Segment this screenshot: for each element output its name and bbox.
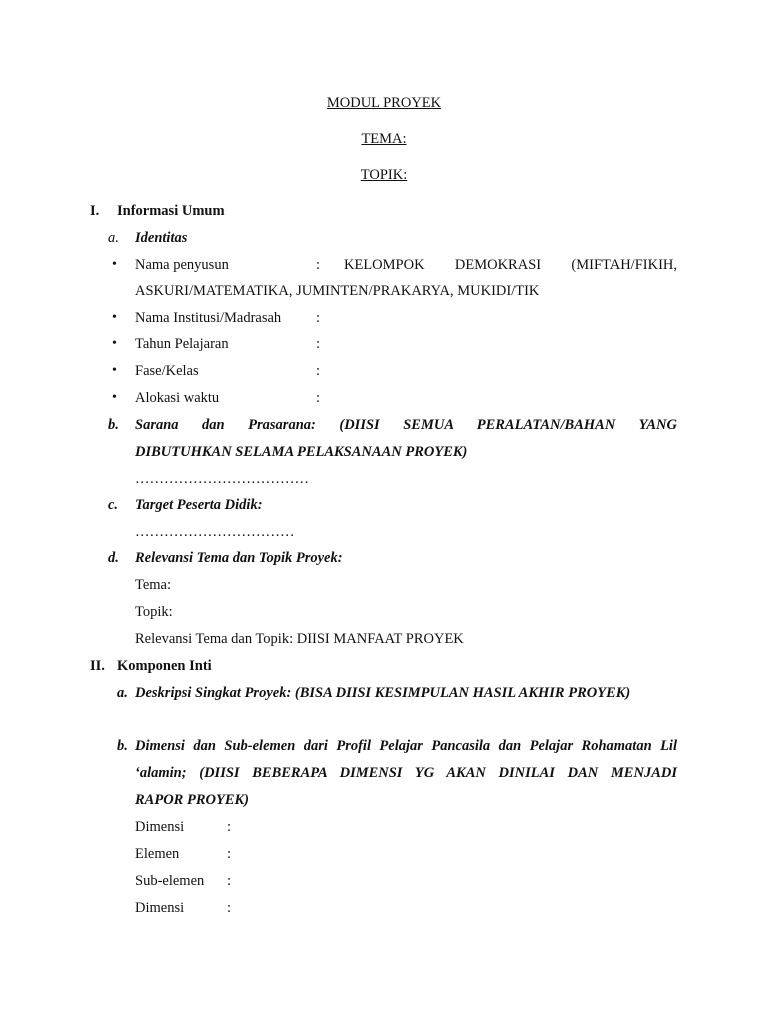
colon: : [227,819,232,835]
target-peserta-title: Target Peserta Didik: [135,497,263,513]
colon: : [316,257,321,273]
dimensi-subelemen-text-end: RAPOR PROYEK) [135,792,249,808]
value-nama-penyusun: KELOMPOK DEMOKRASI (MIFTAH/FIKIH, [344,257,677,273]
label-dimensi: Dimensi [135,819,185,835]
colon: : [227,846,232,862]
label-nama-penyusun: Nama penyusun [135,257,229,273]
tema-heading: TEMA: [361,131,407,147]
sarana-prasarana-text-cont: DIBUTUHKAN SELAMA PELAKSANAAN PROYEK) [135,444,468,460]
sarana-prasarana-text: Sarana dan Prasarana: (DIISI SEMUA PERALATAN/BAHAN YANG [135,417,677,433]
label-alokasi-waktu: Alokasi waktu [135,390,220,406]
label-dimensi-2: Dimensi [135,900,185,916]
colon: : [316,336,321,352]
identitas-title: Identitas [135,230,188,246]
deskripsi-singkat-text: Deskripsi Singkat Proyek: (BISA DIISI KESIMPULAN HASIL AKHIR PROYEK) [135,685,631,701]
subsection-a-letter: a. [108,230,119,246]
module-title: MODUL PROYEK [326,95,442,111]
label-sub-elemen: Sub-elemen [135,873,205,889]
colon: : [227,900,232,916]
sarana-fill-dots: ……………………………… [135,471,309,487]
bullet-icon: • [112,390,117,405]
value-nama-penyusun-cont: ASKURI/MATEMATIKA, JUMINTEN/PRAKARYA, MUKIDI/TIK [135,283,540,299]
section-2-title: Komponen Inti [117,658,212,674]
dimensi-subelemen-text: Dimensi dan Sub-elemen dari Profil Pelajar Pancasila dan Pelajar Rohamatan Lil [135,738,677,754]
label-fase-kelas: Fase/Kelas [135,363,199,379]
colon: : [316,310,321,326]
topik-heading: TOPIK: [360,167,408,183]
bullet-icon: • [112,363,117,378]
subsection-d-letter: d. [108,550,119,566]
relevansi-tema: Tema: [135,577,172,593]
dimensi-subelemen-text-cont: ‘alamin; (DIISI BEBERAPA DIMENSI YG AKAN DINILAI DAN MENJADI [135,765,677,781]
section-1-number: I. [90,203,100,219]
bullet-icon: • [112,336,117,351]
subsection-b-letter: b. [108,417,119,433]
section-2-b-letter: b. [117,738,128,754]
subsection-c-letter: c. [108,497,119,513]
relevansi-text: Relevansi Tema dan Topik: DIISI MANFAAT PROYEK [135,631,464,647]
label-nama-institusi: Nama Institusi/Madrasah [135,310,282,326]
relevansi-topik: Topik: [135,604,173,620]
colon: : [227,873,232,889]
label-tahun-pelajaran: Tahun Pelajaran [135,336,229,352]
colon: : [316,390,321,406]
colon: : [316,363,321,379]
target-fill-dots: …………………………… [135,524,295,540]
relevansi-title: Relevansi Tema dan Topik Proyek: [135,550,343,566]
label-elemen: Elemen [135,846,180,862]
section-2-a-letter: a. [117,685,128,701]
bullet-icon: • [112,257,117,272]
bullet-icon: • [112,310,117,325]
section-1-title: Informasi Umum [117,203,225,219]
section-2-number: II. [90,658,105,674]
